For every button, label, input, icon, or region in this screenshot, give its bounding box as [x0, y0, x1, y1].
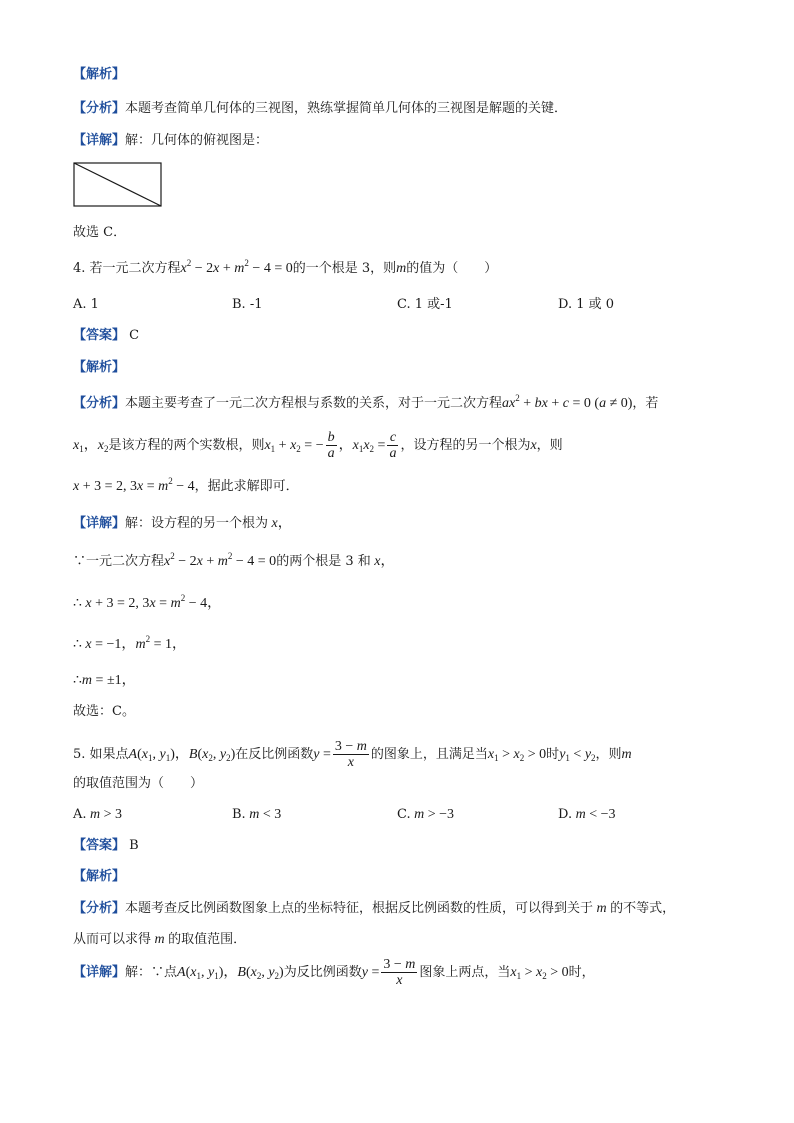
- q4-step3: ∴ x = −1，$m^2 = 1$，: [73, 634, 186, 652]
- q5-detail-a: 解：∵点: [125, 965, 178, 980]
- q5-analysis-line2: 从而可以求得 m 的取值范围．: [73, 932, 247, 947]
- q5-stem-d: 时: [546, 747, 560, 762]
- q4-analysis-c: 是该方程的两个实数根，则: [108, 438, 265, 453]
- q5-analysis-c: 从而可以求得: [73, 932, 152, 947]
- fenxi-tag: 【分析】: [73, 101, 126, 116]
- q4-analysis-line2: $x_1$，$x_2$是该方程的两个实数根，则$x_1 + x_2$ = − $\frac{b}{a}$ ，$x_1x_2$ = $\frac{c}{a}$ ，设方程的另一个根为x，则: [73, 430, 563, 461]
- q3-analysis-text: 本题考查简单几何体的三视图，熟练掌握简单几何体的三视图是解题的关键．: [125, 101, 568, 116]
- q4-jiexi-heading: [73, 359, 125, 377]
- q4-option-a: A. 1: [73, 297, 99, 312]
- q4-stem-b: 的一个根是 3，则: [292, 261, 397, 276]
- q4-step2: ∴ x + 3 = 2, $3x = m^2 - 4$，: [73, 593, 222, 611]
- fenxi-tag: 【分析】: [73, 396, 126, 411]
- fraction-b-over-a: $\frac{b}{a}$: [327, 430, 335, 461]
- q4-step1: ∵一元二次方程$x^2 - 2x + m^2 - 4 = 0$的两个根是 3 和 x，: [73, 551, 395, 569]
- q5-stem-c: 的图象上，且满足当: [370, 747, 488, 762]
- q5-option-a-label: A.: [73, 807, 87, 822]
- fraction-c-over-a: $\frac{c}{a}$: [389, 430, 397, 461]
- q4-step4: ∴m = ±1，: [73, 673, 136, 688]
- q5-detail-b: 为反比例函数: [283, 965, 362, 980]
- q5-option-c: C. m > −3: [397, 807, 455, 822]
- q5-stem-e: ，则: [595, 747, 622, 762]
- q4-detail-text: 解：设方程的另一个根为: [125, 516, 269, 531]
- daan-tag: 【答案】: [73, 838, 126, 853]
- q5-option-b: B. m < 3: [232, 807, 282, 822]
- fraction-3-minus-m-over-x: $\frac{3 - m}{x}$: [334, 739, 367, 770]
- q3-detail: [73, 132, 268, 150]
- top-view-rectangle-figure: [73, 162, 163, 208]
- q4-analysis-e: ，则: [536, 438, 563, 453]
- q5-option-a: A. m > 3: [73, 807, 123, 822]
- fenxi-tag: 【分析】: [73, 901, 126, 916]
- q5-option-d-label: D.: [558, 807, 573, 822]
- q3-analysis: [73, 100, 567, 118]
- q5-stem-line1: 5. 如果点$A(x_1$, $y_1$)，$B(x_2$, $y_2$)在反比例函数y = $\frac{3 - m}{x}$ 的图象上，且满足当$x_1 > x_2 > 0$时$y_1 < y_2$，则m: [73, 739, 632, 770]
- q4-stem-c: 的值为（ ）: [406, 261, 498, 276]
- daan-tag: 【答案】: [73, 328, 126, 343]
- q4-step1-b: 的两个根是 3 和: [276, 554, 371, 569]
- jiexi-tag: 【解析】: [73, 67, 126, 82]
- q5-detail: 【详解】解：∵点$A(x_1$, $y_1$)，$B(x_2$, $y_2$)为反比例函数y = $\frac{3 - m}{x}$ 图象上两点，当$x_1 > x_2 > 0$时，: [73, 957, 595, 988]
- xiangjie-tag: 【详解】: [73, 133, 126, 148]
- q4-equation: $x^2 - 2x + m^2 - 4 = 0$: [180, 258, 293, 276]
- q5-answer: [73, 837, 139, 855]
- q4-option-c: C. 1 或-1: [397, 297, 453, 312]
- q5-answer-value: B: [129, 838, 139, 853]
- q4-step1-a: ∵一元二次方程: [73, 554, 165, 569]
- q4-stem: 4. 若一元二次方程$x^2 - 2x + m^2 - 4 = 0$的一个根是 3，则m的值为（ ）: [73, 258, 498, 276]
- q5-option-d: D. m < −3: [558, 807, 616, 822]
- xiangjie-tag: 【详解】: [73, 516, 126, 531]
- q4-stem-a: 4. 若一元二次方程: [73, 261, 181, 276]
- q4-analysis-a: 本题主要考查了一元二次方程根与系数的关系，对于一元二次方程: [125, 396, 503, 411]
- q5-stem-b: 在反比例函数: [235, 747, 314, 762]
- q5-jiexi-heading: [73, 868, 125, 886]
- q5-detail-d: 时，: [568, 965, 595, 980]
- q4-answer-value: C: [129, 328, 140, 343]
- q4-analysis-d: ，设方程的另一个根为: [400, 438, 531, 453]
- q4-analysis-b: ，若: [632, 396, 659, 411]
- q4-detail: 【详解】解：设方程的另一个根为 x，: [73, 516, 292, 531]
- q3-jiexi-heading: [73, 66, 125, 84]
- q4-option-b: B. -1: [232, 297, 263, 312]
- q4-analysis-line3: x + 3 = 2, $3x = m^2 - 4$，据此求解即可．: [73, 476, 299, 494]
- q5-analysis-b: 的不等式，: [610, 901, 676, 916]
- q5-stem-line2: 的取值范围为（ ）: [73, 776, 204, 791]
- jiexi-tag: 【解析】: [73, 869, 126, 884]
- q5-analysis-line1: 【分析】本题考查反比例函数图象上点的坐标特征，根据反比例函数的性质，可以得到关于 m 的不等式，: [73, 901, 676, 916]
- q5-analysis-d: 的取值范围．: [168, 932, 247, 947]
- q5-detail-c: 图象上两点，当: [419, 965, 511, 980]
- fraction-3-minus-m-over-x: $\frac{3 - m}{x}$: [383, 957, 416, 988]
- q5-option-b-label: B.: [232, 807, 246, 822]
- q3-conclusion: 故选 C．: [73, 225, 127, 240]
- q5-analysis-a: 本题考查反比例函数图象上点的坐标特征，根据反比例函数的性质，可以得到关于: [125, 901, 594, 916]
- q4-conclusion: 故选：C。: [73, 704, 135, 719]
- jiexi-tag: 【解析】: [73, 360, 126, 375]
- xiangjie-tag: 【详解】: [73, 965, 126, 980]
- q5-option-c-label: C.: [397, 807, 411, 822]
- q5-stem-a: 5. 如果点: [73, 747, 129, 762]
- q4-analysis-f: ，据此求解即可．: [194, 479, 299, 494]
- q4-analysis-line1: 【分析】本题主要考查了一元二次方程根与系数的关系，对于一元二次方程$ax^2$ + bx + c = 0 (a ≠ 0)，若: [73, 393, 659, 411]
- q3-detail-text: 解：几何体的俯视图是：: [125, 133, 269, 148]
- q4-answer: [73, 327, 139, 345]
- q4-option-d: D. 1 或 0: [558, 297, 615, 312]
